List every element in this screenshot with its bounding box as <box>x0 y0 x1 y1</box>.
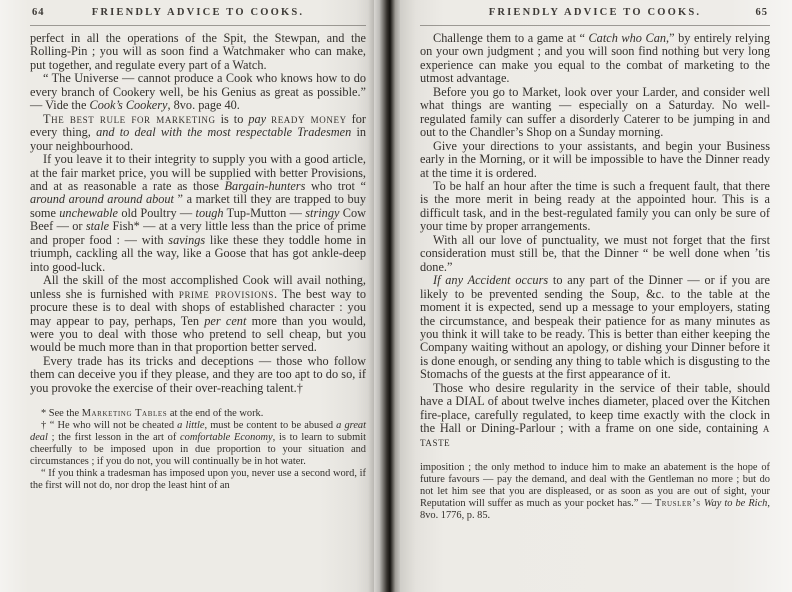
text-run: Catch who Can <box>588 31 667 45</box>
paragraph <box>30 32 366 72</box>
text-run: , is to learn to submit cheerfully to be imposed upon in due proportion to your situation and circumstances ; if you do not, you will continually be in hot water. <box>30 432 366 467</box>
paragraph <box>30 72 366 112</box>
text-run: Bargain-hunters <box>224 178 306 193</box>
text-run: Way to be Rich <box>703 497 768 509</box>
text-run: ; the first lesson in the art of <box>47 432 181 444</box>
text-run: “ The Universe — cannot produce a Cook who knows how to do every branch of Cookery well, be his Genius as great as possible.” — Vide the <box>30 71 366 113</box>
text-run: in your neighbourhood. <box>30 125 367 153</box>
paragraph <box>30 408 366 420</box>
right-page-footnotes <box>420 462 770 522</box>
paragraph <box>420 234 770 274</box>
paragraph <box>420 180 770 234</box>
text-run: , 8vo. page 40. <box>167 98 240 113</box>
text-run: unchewable <box>59 205 119 220</box>
running-head-right <box>420 7 770 23</box>
running-head-left <box>30 7 366 23</box>
text-run: for every thing, <box>30 111 367 140</box>
text-run: perfect in all the operations of the Spit, the Stewpan, and the Rolling-Pin ; you will as soon find a Watchmaker who can make, put together, and regulate every part of a Watch. <box>30 31 366 72</box>
page-right <box>400 0 792 592</box>
text-run: around around around about <box>30 192 174 207</box>
text-run: Trusler’s <box>654 497 701 509</box>
text-run: The best rule for marketing <box>43 111 216 126</box>
text-run: ready money <box>271 111 347 126</box>
text-run: prime provisions <box>178 286 274 301</box>
text-run: Before you go to Market, look over your Larder, and consider well what things are wanting — especially on a Saturday. No well-regulated family can suffer a disorderly Caterer to be jumping in and out to the Chandler’s Shop on a Sunday morning. <box>420 84 770 140</box>
text-run: and to deal with the most respectable Tradesmen <box>96 125 352 140</box>
paragraph <box>420 140 770 180</box>
paragraph <box>30 355 366 395</box>
text-run: is to <box>215 111 249 126</box>
text-run: , 8vo. 1776, p. 85. <box>420 497 770 521</box>
text-run: Fish* — at a very little less than the price of prime and proper food : — with <box>30 219 366 247</box>
paragraph <box>30 113 366 153</box>
right-page-body <box>420 32 770 449</box>
text-run: Marketing Tables <box>81 408 168 420</box>
text-run: to any part of the Dinner — or if you are likely to be prevented sending the Soup, &c. to the table at the moment it is expected, send up a message to your employers, stating the circumstance, and bespeak their patience for as many minutes as you think it will take to be ready. This is better than either keeping the Company waiting without an apology, or dishing your Dinner before it is done enough, or sending any thing to table which is disgusting to the Stomachs of the guests at the first appearance of it. <box>420 273 770 382</box>
paragraph <box>420 462 770 522</box>
paragraph <box>30 420 366 468</box>
text-run: With all our love of punctuality, we must not forget that the first consideration must still be, that the Dinner “ be well done when ’tis done.” <box>420 232 770 274</box>
running-head-title-right: FRIENDLY ADVICE TO COOKS. <box>488 7 702 18</box>
running-head-title-left: FRIENDLY ADVICE TO COOKS. <box>91 7 305 18</box>
text-run: old Poultry — <box>118 205 196 220</box>
text-run: Cook’s Cookery <box>89 98 168 113</box>
text-run: Every trade has its tricks and deceptions — those who follow them can deceive you if they please, and they are too apt to do so, if you provoke the exercise of their over-reaching talent.† <box>30 353 366 395</box>
text-run: tough <box>195 205 224 220</box>
text-run: Challenge them to a game at “ <box>433 31 589 45</box>
page-number-right: 65 <box>755 7 768 18</box>
page-left <box>0 0 374 592</box>
text-run: stale <box>85 219 110 234</box>
head-rule-right <box>420 25 770 26</box>
text-run: imposition ; the only method to induce him to make an abatement is the hope of future favours — pay the demand, and deal with the Gentleman no more ; but do not let him see that you are displeased, or as soon as you are out of sight, your Reputation will suffer as much as your pocket has.” — <box>420 462 770 509</box>
text-run: All the skill of the most accomplished Cook will avail nothing, unless she is furnished with <box>30 273 366 301</box>
text-run: Those who desire regularity in the service of their table, should have a DIAL of about twelve inches diameter, placed over the Kitchen fire-place, carefully regulated, to keep time exactly with the clock in the Hall or Dining-Parlour ; with a frame on one side, containing <box>420 380 770 436</box>
text-run: ,” by entirely relying on your own judgment ; and you will soon find nothing but very long experience can make you equal to the combat of marketing to the utmost advantage. <box>420 31 770 86</box>
left-page-body <box>30 32 366 395</box>
text-run: like these they toddle home in triumph, cackling all the way, like a Goose that has got ankle-deep into good-luck. <box>30 232 366 274</box>
text-run: a taste <box>420 421 770 449</box>
text-run: If any Accident occurs <box>433 273 549 288</box>
text-run: stringy <box>305 205 340 220</box>
text-run: pay <box>248 111 267 126</box>
page-number-left: 64 <box>32 7 45 18</box>
paragraph <box>420 86 770 140</box>
text-run: Cow Beef — or <box>30 205 366 234</box>
text-run: savings <box>168 232 206 247</box>
text-run: who trot “ <box>305 178 366 193</box>
text-run: ” a market till they are trapped to buy some <box>30 192 366 220</box>
text-run: Give your directions to your assistants, and begin your Business early in the Morning, or it will be impossible to have the Dinner ready at the time it is ordered. <box>420 138 770 180</box>
paragraph <box>420 274 770 382</box>
text-run: a little <box>177 420 205 432</box>
paragraph <box>420 32 770 86</box>
text-run: To be half an hour after the time is such a frequent fault, that there is the more merit in being ready at the appointed hour. This is a difficult task, and in the best-regulated family you can only be sure of your time by proper arrangements. <box>420 178 770 234</box>
text-run: If you leave it to their integrity to supply you with a good article, at the fair market price, you will be supplied with better Provisions, and at as reasonable a rate as those <box>30 152 366 193</box>
text-run: Tup-Mutton — <box>223 205 306 220</box>
paragraph <box>30 153 366 274</box>
paragraph <box>420 382 770 449</box>
text-run: , must be content to be abused <box>204 420 337 432</box>
paragraph <box>30 274 366 355</box>
paragraph <box>30 468 366 492</box>
head-rule-left <box>30 25 366 26</box>
text-run: at the end of the work. <box>167 408 264 420</box>
text-run: * See the <box>41 408 82 420</box>
text-run: † “ He who will not be cheated <box>41 420 178 432</box>
text-run: per cent <box>204 313 247 328</box>
text-run: . The best way to procure these is to deal with shops of established character : you may appear to pay, perhaps, Ten <box>30 286 366 328</box>
text-run: a great deal <box>30 420 367 444</box>
text-run: comfortable Economy <box>180 432 273 444</box>
text-run: more than you would, were you to deal with those who pretend to sell cheap, but you would be much more than in that proportion better served. <box>30 313 366 355</box>
text-run: “ If you think a tradesman has imposed upon you, never use a second word, if the first will not do, nor drop the least hint of an <box>30 467 366 491</box>
left-page-footnotes <box>30 408 366 491</box>
